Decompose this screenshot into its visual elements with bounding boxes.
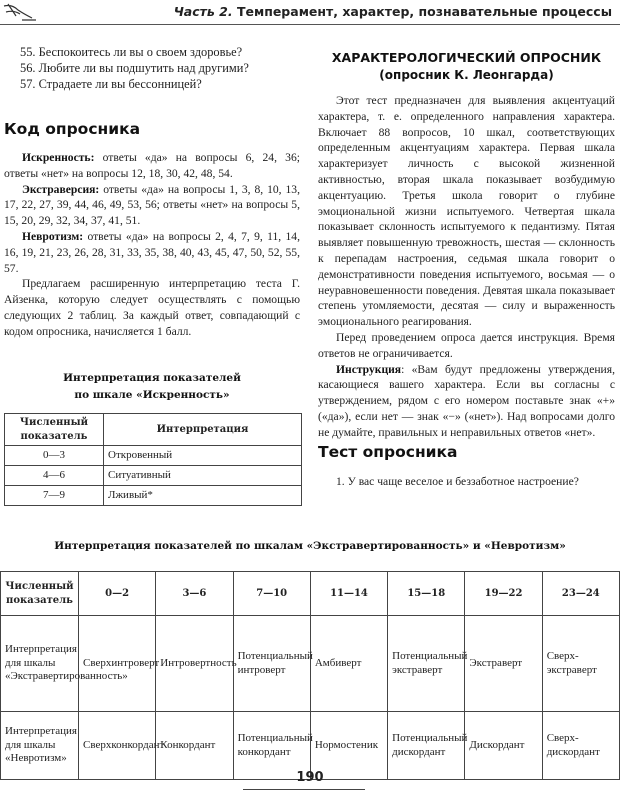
sincerity-table: Численный показатель Интерпретация 0—3 Откровенный 4—6 Ситуативный 7—9 Лживый* xyxy=(4,413,302,506)
table1-caption: Интерпретация показателей по шкале «Искренность» xyxy=(63,372,241,401)
code-block: Искренность: ответы «да» на вопросы 6, 24, 36; ответы «нет» на вопросы 12, 18, 30, 42, 48, 54. Экстраверсия: ответы «да» на вопросы 1, 3, 8, 10, 13, 17, 22, 27, 39, 44, 46, 49, 53, 56; ответы «нет» на вопросы 5, 15, 20, 29, 32, 34, 37, 41, 51. Невротизм: ответы «да» на вопросы 2, 4, 7, 9, 11, 14, 16, 19, 21, 23, 26, 28, 31, 33, 35, 38, 40, 43, 45, 47, 50, 52, 55, 57. Предлагаем расширенную интерпретацию теста Г. Айзенка, которую следует осуществлять с помощью следующих 2 таблиц. За каждый ответ, совпадающий с кодом опросника, начисляется 1 балл. xyxy=(4,151,300,338)
question: 57. Страдаете ли вы бессонницей? xyxy=(20,77,202,91)
question-list xyxy=(20,44,249,92)
question: 56. Любите ли вы подшутить над другими? xyxy=(20,61,249,75)
table-row: Интерпретация для шкалы «Невротизм» Сверхконкордант Конкордант Потенциальный конкордант Нормостеник Потенциальный дискордант Дискордант Сверх-дискордант xyxy=(1,712,620,780)
page-number-rule xyxy=(243,789,365,790)
test-heading: Тест опросника xyxy=(318,443,458,461)
question: 55. Беспокоитесь ли вы о своем здоровье? xyxy=(20,45,243,59)
article-title: ХАРАКТЕРОЛОГИЧЕСКИЙ ОПРОСНИК xyxy=(331,50,602,65)
intro-paragraph: Предлагаем расширенную интерпретацию теста Г. Айзенка, которую следует осуществлять с помощью следующих 2 таблиц. За каждый ответ, совпадающий с кодом опросника, начисляется 1 балл. xyxy=(4,277,300,338)
running-header xyxy=(0,0,620,25)
article-subtitle: (опросник К. Леонгарда) xyxy=(379,68,554,82)
header-title: Часть 2. Темперамент, характер, познавательные процессы xyxy=(173,4,612,19)
code-heading: Код опросника xyxy=(4,120,141,138)
article-body: Этот тест предназначен для выявления акцентуаций характера, т. е. определенного направления характера. Включает 88 вопросов, 10 шкал, соответствующих определенным акцентуациям характера. Первая шкала характеризует личность с высокой жизненной активностью, вторая шкала показывает возбудимую акцентуацию. Третья школа говорит о глубине эмоциональной жизни испытуемого. Четвертая шкала показывает склонность испытуемого к педантизму. Пятая выявляет повышенную тревожность, шестая — склонность к перепадам настроения, седьмая шкала говорит о демонстративности поведения испытуемого, восьмая — о неуравновешенности поведения. Девятая шкала показывает степень утомляемости, десятая — силу и выраженность эмоционального реагирования. Перед проведением опроса дается инструкция. Время ответов не ограничивается. Инструкция: «Вам будут предложены утверждения, касающиеся вашего характера. Если вы согласны с утверждением, рядом с его номером поставьте знак «+» («да»), если нет — знак «−» («нет»). Над вопросами долго не думайте, правильных и неправильных ответов «нет». xyxy=(318,94,615,439)
test-question: 1. У вас чаще веселое и беззаботное настроение? xyxy=(336,475,579,488)
page-number: 190 xyxy=(296,770,324,785)
quill-logo-icon xyxy=(2,2,38,22)
table2-caption: Интерпретация показателей по шкалам «Экстравертированность» и «Невротизм» xyxy=(54,540,566,552)
table-row: Интерпретация для шкалы «Экстравертированность» Сверхинтроверт Интровертность Потенциальный интроверт Амбиверт Потенциальный экстраверт Экстраверт Сверх-экстраверт xyxy=(1,616,620,712)
extraversion-neuroticism-table: Численный показатель 0—2 3—6 7—10 11—14 15—18 19—22 23—24 Интерпретация для шкалы «Экстравертированность» Сверхинтроверт Интровертность Потенциальный интроверт Амбиверт Потенциальный экстраверт Экстраверт Сверх-экстраверт Интерпретация для шкалы «Невротизм» Сверхконкордант Конкордант Потенциальный конкордант Нормостеник Потенциальный дискордант Дискордант Сверх-дискордант xyxy=(0,571,620,780)
